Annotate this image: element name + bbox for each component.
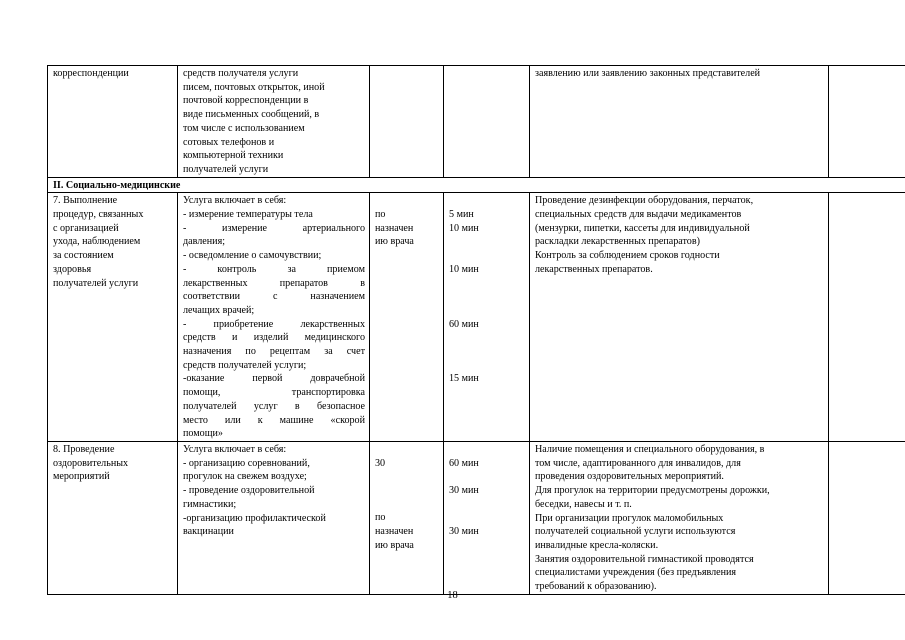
text-line: том числе с использованием: [183, 122, 305, 134]
text-line: ию врача: [375, 236, 414, 248]
text-line: 10 мин: [449, 263, 479, 275]
text-line: процедур, связанных: [53, 209, 144, 221]
section-row: [48, 177, 905, 193]
text-line: 30: [375, 457, 386, 469]
spacer: [449, 345, 525, 359]
text-line: 8. Проведение: [53, 443, 115, 455]
text-line: средств получателей услуги;: [183, 359, 307, 371]
cell-service-description: [178, 193, 370, 442]
spacer: [449, 235, 525, 249]
text-line: 30 мин: [449, 526, 479, 538]
text-line: 5 мин: [449, 209, 474, 221]
text-line: назначен: [375, 526, 414, 538]
text-line: вакцинации: [183, 526, 234, 538]
text-line: беседки, навесы и т. п.: [535, 498, 632, 510]
spacer: [449, 290, 525, 304]
text-line: средств и изделий медицинского: [183, 332, 365, 344]
text-line: 60 мин: [449, 318, 479, 330]
spacer: [449, 359, 525, 373]
text-line: раскладки лекарственных препаратов): [535, 236, 700, 248]
text-line: Проведение дезинфекции оборудования, перчаток,: [535, 195, 754, 207]
text-line: ию врача: [375, 539, 414, 551]
cell-duration: [444, 193, 530, 442]
text-line: по: [375, 209, 386, 221]
text-line: соответствии с назначением: [183, 291, 365, 303]
text-line: гимнастики;: [183, 498, 237, 510]
text-line: том числе, адаптированного для инвалидов, для: [535, 457, 741, 469]
cell-quality-requirements: [530, 193, 829, 442]
text-line: средств получателя услуги: [183, 68, 299, 79]
text-line: - проведение оздоровительной: [183, 485, 315, 497]
text-line: заявлению или заявлению законных представителей: [535, 68, 761, 79]
text-line: 30 мин: [449, 485, 479, 497]
text-line: -организацию профилактической: [183, 512, 326, 524]
text-line: специальных средств для выдачи медикаментов: [535, 209, 742, 221]
text-line: получателей услуг в безопасное: [183, 400, 365, 412]
text-line: получателей социальной услуги используются: [535, 526, 736, 538]
text-line: почтовой корреспонденции в: [183, 95, 309, 107]
text-line: - контроль за приемом: [183, 263, 365, 275]
text-line: назначения по рецептам за счет: [183, 346, 365, 358]
cell-volume: [370, 66, 444, 178]
spacer: [449, 511, 525, 525]
text-line: виде письменных сообщений, в: [183, 109, 320, 121]
cell-service-name: [48, 193, 178, 442]
text-line: компьютерной техники: [183, 150, 284, 162]
text-line: ухода, наблюдением: [53, 236, 141, 248]
text-line: давления;: [183, 236, 226, 248]
text-line: инвалидные кресла-коляски.: [535, 539, 659, 551]
cell-volume: [370, 441, 444, 594]
text-line: - организацию соревнований,: [183, 457, 310, 469]
text-line: получателей услуги: [183, 163, 269, 175]
cell-empty: [829, 193, 905, 442]
spacer: [375, 484, 439, 498]
text-line: за состоянием: [53, 250, 114, 262]
spacer: [375, 498, 439, 512]
text-line: лекарственных препаратов.: [535, 263, 653, 275]
text-line: Занятия оздоровительной гимнастикой проводятся: [535, 553, 754, 565]
text-line: лекарственных препаратов в: [183, 277, 365, 289]
text-line: мероприятий: [53, 471, 110, 483]
cell-quality-requirements: [530, 66, 829, 178]
text-line: оздоровительных: [53, 457, 129, 469]
text-line: по: [375, 512, 386, 524]
text-line: место или к машине «скорой: [183, 414, 365, 426]
text-line: помощи»: [183, 428, 223, 440]
text-line: требований к образованию).: [535, 581, 657, 593]
cell-duration: [444, 441, 530, 594]
spacer: [375, 470, 439, 484]
spacer: [449, 498, 525, 512]
text-line: лечащих врачей;: [183, 304, 255, 316]
text-line: сотовых телефонов и: [183, 136, 275, 148]
text-line: корреспонденции: [53, 68, 129, 79]
text-line: При организации прогулок маломобильных: [535, 512, 724, 524]
section-title: II. Социально-медицинские: [48, 177, 905, 193]
spacer: [449, 470, 525, 484]
cell-quality-requirements: [530, 441, 829, 594]
spacer: [449, 277, 525, 291]
cell-service-description: [178, 441, 370, 594]
text-line: - приобретение лекарственных: [183, 318, 365, 330]
text-line: Контроль за соблюдением сроков годности: [535, 250, 720, 262]
cell-empty: [829, 441, 905, 594]
text-line: получателей услуги: [53, 277, 139, 289]
text-line: - измерение артериального: [183, 222, 365, 234]
spacer: [449, 194, 525, 208]
spacer: [449, 331, 525, 345]
text-line: специалистами учреждения (без предъявления: [535, 567, 737, 579]
table-row: [48, 441, 905, 594]
text-line: 60 мин: [449, 457, 479, 469]
spacer: [375, 194, 439, 208]
spacer: [449, 304, 525, 318]
table-row: [48, 193, 905, 442]
text-line: - осведомление о самочувствии;: [183, 250, 322, 262]
text-line: с организацией: [53, 222, 119, 234]
spacer: [449, 249, 525, 263]
cell-duration: [444, 66, 530, 178]
text-line: прогулок на свежем воздухе;: [183, 471, 307, 483]
text-line: здоровья: [53, 263, 92, 275]
text-line: помощи, транспортировка: [183, 387, 365, 399]
text-line: Наличие помещения и специального оборудования, в: [535, 443, 765, 455]
cell-service-description: [178, 66, 370, 178]
text-line: (мензурки, пипетки, кассеты для индивидуальной: [535, 222, 750, 234]
text-line: Услуга включает в себя:: [183, 443, 287, 455]
cell-service-name: [48, 66, 178, 178]
cell-empty: [829, 66, 905, 178]
text-line: назначен: [375, 222, 414, 234]
spacer: [449, 443, 525, 457]
cell-volume: [370, 193, 444, 442]
text-line: Для прогулок на территории предусмотрены дорожки,: [535, 485, 770, 497]
table-row: [48, 66, 905, 178]
text-line: Услуга включает в себя:: [183, 195, 287, 207]
text-line: - измерение температуры тела: [183, 209, 313, 221]
services-table: [47, 65, 905, 595]
text-line: 10 мин: [449, 222, 479, 234]
spacer: [375, 443, 439, 457]
cell-service-name: [48, 441, 178, 594]
text-line: -оказание первой доврачебной: [183, 373, 365, 385]
text-line: проведения оздоровительных мероприятий.: [535, 471, 724, 483]
text-line: 15 мин: [449, 373, 479, 385]
page-number: 18: [447, 590, 458, 601]
text-line: писем, почтовых открыток, иной: [183, 81, 325, 93]
text-line: 7. Выполнение: [53, 195, 118, 207]
